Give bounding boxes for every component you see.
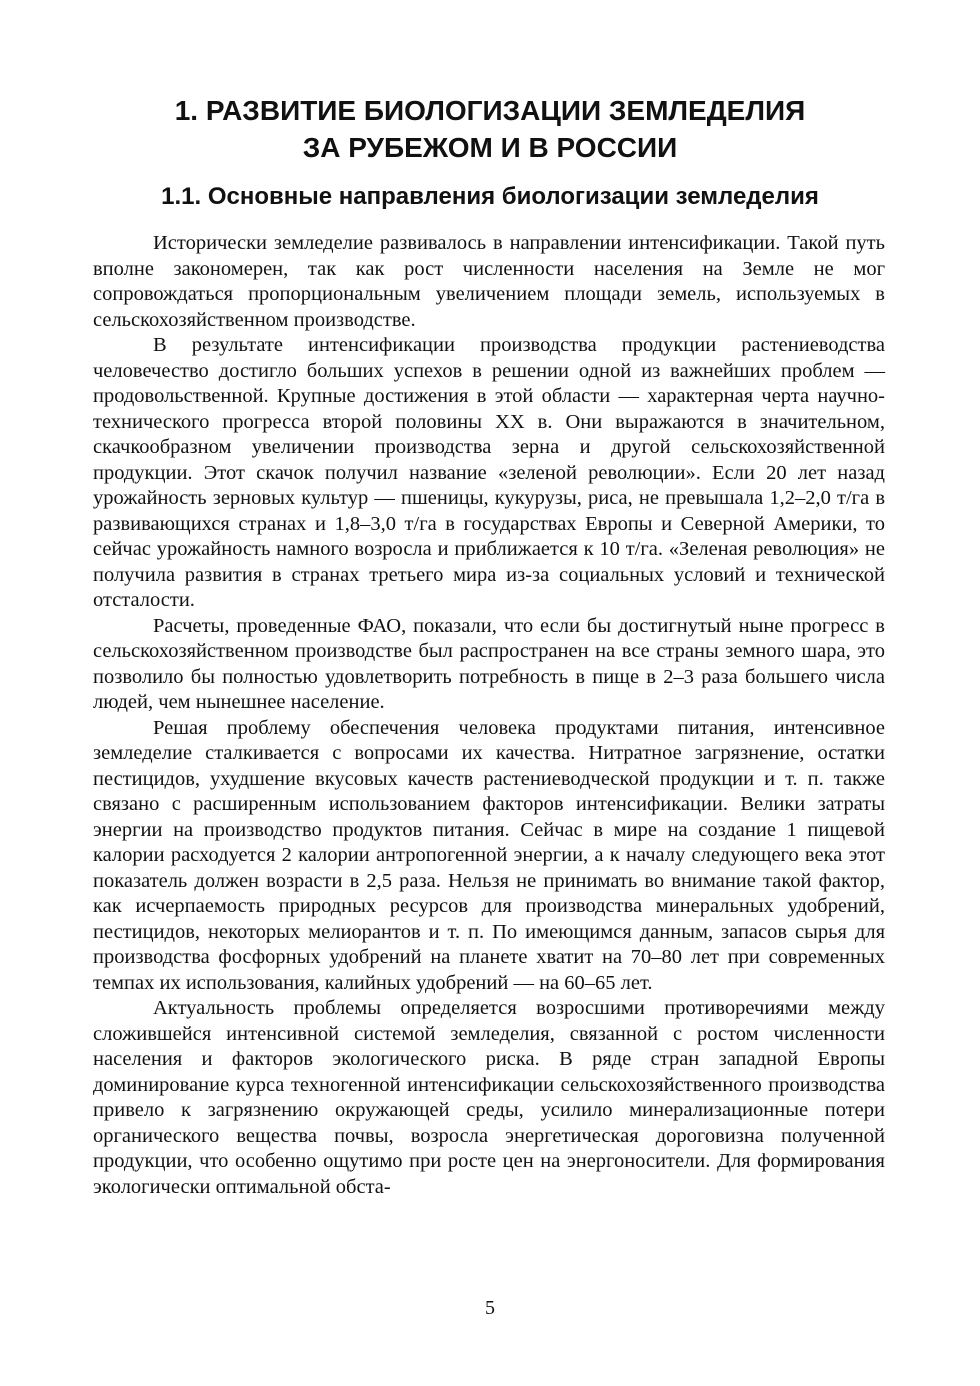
page-number: 5 [485,1297,495,1319]
chapter-title-line-1: 1. РАЗВИТИЕ БИОЛОГИЗАЦИИ ЗЕМЛЕДЕЛИЯ [174,95,806,126]
chapter-title-line-2: ЗА РУБЕЖОМ И В РОССИИ [302,132,678,163]
paragraph: В результате интенсификации производства продукции растениеводства человечество достигло больших успехов в решении одной из важнейших проблем — продовольственной. Крупные достижения в этой области — характерная черта научно-технического прогресса второй половины XX в. Они выражаются в значительном, скачкообразном увеличении производства зерна и другой сельскохозяйственной продукции. Этот скачок получил название «зеленой революции». Если 20 лет назад урожайность зерновых культур — пшеницы, кукурузы, риса, не превышала 1,2–2,0 т/га в развивающихся странах и 1,8–3,0 т/га в государствах Европы и Северной Америки, то сейчас урожайность намного возросла и приближается к 10 т/га. «Зеленая революция» не получила развития в странах третьего мира из-за социальных условий и технической отсталости. [93,334,885,611]
paragraph: Исторически земледелие развивалось в направлении интенсификации. Такой путь вполне закономерен, так как рост численности населения на Земле не мог сопровождаться пропорциональным увеличением площади земель, используемых в сельскохозяйственном производстве. [93,232,885,331]
section-title: 1.1. Основные направления биологизации земледелия [161,183,819,210]
body-text [93,231,885,1200]
paragraph: Расчеты, проведенные ФАО, показали, что если бы достигнутый ныне прогресс в сельскохозяйственном производстве был распространен на все страны земного шара, это позволило бы полностью удовлетворить потребность в пище в 2–3 раза большего числа людей, чем нынешнее население. [93,614,885,713]
paragraph: Актуальность проблемы определяется возросшими противоречиями между сложившейся интенсивной системой земледелия, связанной с ростом численности населения и факторов экологического риска. В ряде стран западной Европы доминирование курса техногенной интенсификации сельскохозяйственного производства привело к загрязнению окружающей среды, усилило минерализационные потери органического вещества почвы, возросла энергетическая дороговизна полученной продукции, что особенно ощутимо при росте цен на энергоносители. Для формирования экологически оптимальной обста- [93,997,885,1198]
paragraph: Решая проблему обеспечения человека продуктами питания, интенсивное земледелие сталкивается с вопросами их качества. Нитратное загрязнение, остатки пестицидов, ухудшение вкусовых качеств растениеводческой продукции и т. п. также связано с расширенным использованием факторов интенсификации. Велики затраты энергии на производство продуктов питания. Сейчас в мире на создание 1 пищевой калории расходуется 2 калории антропогенной энергии, а к началу следующего века этот показатель должен возрасти в 2,5 раза. Нельзя не принимать во внимание такой фактор, как исчерпаемость природных ресурсов для производства минеральных удобрений, пестицидов, некоторых мелиорантов и т. п. По имеющимся данным, запасов сырья для производства фосфорных удобрений на планете хватит на 70–80 лет при современных темпах их использования, калийных удобрений — на 60–65 лет. [93,716,885,994]
